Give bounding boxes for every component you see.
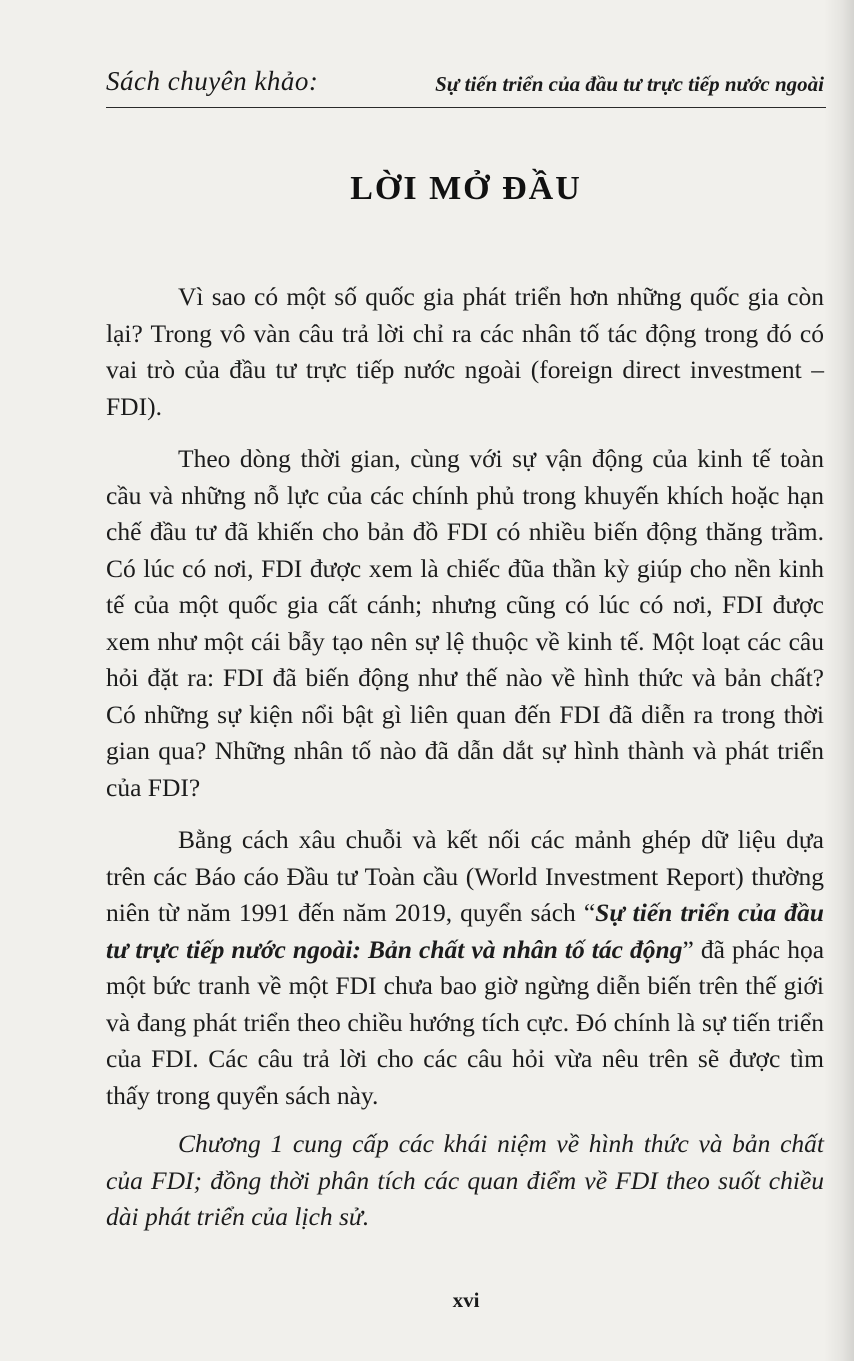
paragraph-3-end: ” đã phác họa một bức tranh về một FDI chưa bao giờ ngừng diễn biến trên thế giới và đang phát triển theo chiều hướng tích cực. Đó chính là sự tiến triển của FDI. Các câu trả lời cho các câu hỏi vừa nêu trên sẽ được tìm thấy trong quyển sách này. <box>106 934 825 1110</box>
body-text <box>106 279 824 1252</box>
paragraph-3 <box>106 822 824 1114</box>
header-series: Sách chuyên khảo: <box>106 66 319 96</box>
page-number: xvi <box>452 1288 480 1312</box>
paragraph-1: Vì sao có một số quốc gia phát triển hơn những quốc gia còn lại? Trong vô vàn câu trả lời chỉ ra các nhân tố tác động trong đó có vai trò của đầu tư trực tiếp nước ngoài (foreign direct investment – FDI). <box>106 282 824 421</box>
header-book-title: Sự tiến triển của đầu tư trực tiếp nước ngoài <box>435 72 824 96</box>
paragraph-3-start: Bằng cách xâu chuỗi và kết nối các mảnh ghép dữ liệu dựa trên các Báo cáo Đầu tư Toàn cầu (World Investment Report) thường niên từ năm 1991 đến năm 2019, quyển sách “ <box>106 825 824 927</box>
header-divider <box>106 107 826 108</box>
running-header <box>106 62 824 106</box>
chapter-title: LỜI MỞ ĐẦU <box>350 170 582 207</box>
paragraph-2: Theo dòng thời gian, cùng với sự vận động của kinh tế toàn cầu và những nỗ lực của các chính phủ trong khuyến khích hoặc hạn chế đầu tư đã khiến cho bản đồ FDI có nhiều biến động thăng trầm. Có lúc có nơi, FDI được xem là chiếc đũa thần kỳ giúp cho nền kinh tế của một quốc gia cất cánh; nhưng cũng có lúc có nơi, FDI được xem như một cái bẫy tạo nên sự lệ thuộc về kinh tế. Một loạt các câu hỏi đặt ra: FDI đã biến động như thế nào về hình thức và bản chất? Có những sự kiện nổi bật gì liên quan đến FDI đã diễn ra trong thời gian qua? Những nhân tố nào đã dẫn dắt sự hình thành và phát triển của FDI? <box>106 444 824 802</box>
page-edge-shadow <box>824 0 854 1361</box>
book-title-emphasis: Sự tiến triển của đầu tư trực tiếp nước ngoài: Bản chất và nhân tố tác động <box>106 898 824 964</box>
paragraph-4: Chương 1 cung cấp các khái niệm về hình thức và bản chất của FDI; đồng thời phân tích các quan điểm về FDI theo suốt chiều dài phát triển của lịch sử. <box>106 1129 824 1231</box>
